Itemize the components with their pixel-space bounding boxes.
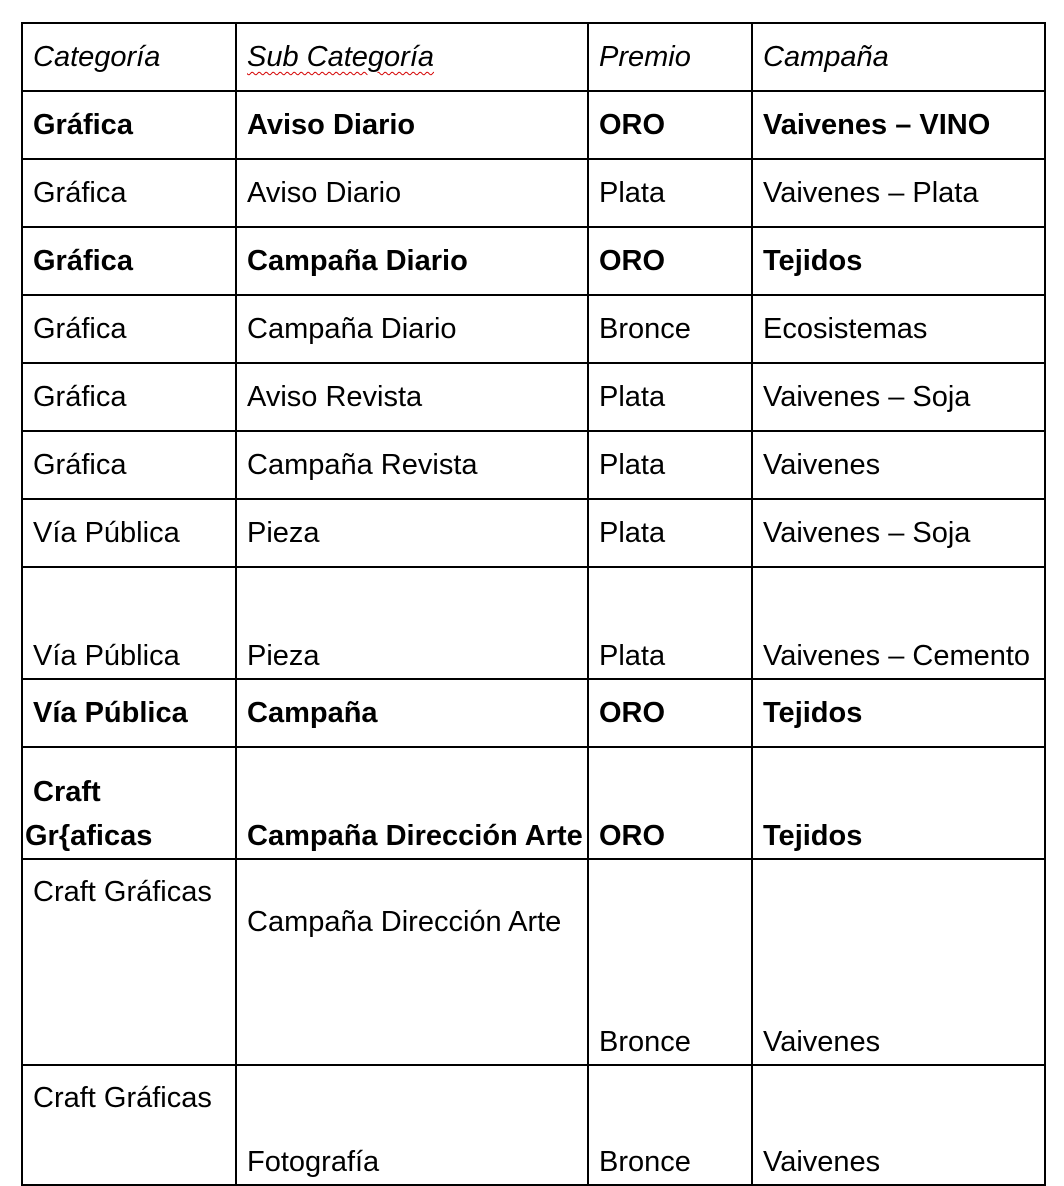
cell-categoria: Gráfica — [22, 363, 236, 431]
cell-premio: ORO — [588, 227, 752, 295]
cell-campana: Tejidos — [752, 227, 1045, 295]
cell-campana: Vaivenes — [752, 1065, 1045, 1185]
table-row — [22, 747, 1045, 859]
cell-sub-categoria: Aviso Diario — [236, 159, 588, 227]
cell-premio: Bronce — [588, 859, 752, 1065]
cell-sub-categoria: Aviso Revista — [236, 363, 588, 431]
table-row — [22, 91, 1045, 159]
table-row — [22, 431, 1045, 499]
table-row — [22, 159, 1045, 227]
cell-campana: Tejidos — [752, 679, 1045, 747]
table-row — [22, 227, 1045, 295]
cell-categoria: Gráfica — [22, 431, 236, 499]
cell-categoria-text: Craft Gr{aficas — [25, 776, 153, 852]
cell-sub-categoria — [236, 859, 588, 1065]
cell-premio: Bronce — [588, 1065, 752, 1185]
cell-premio: ORO — [588, 91, 752, 159]
cell-sub-categoria: Pieza — [236, 499, 588, 567]
table-header-row — [22, 23, 1045, 91]
cell-premio: Plata — [588, 159, 752, 227]
cell-sub-categoria: Fotografía — [236, 1065, 588, 1185]
cell-categoria — [22, 859, 236, 1065]
cell-premio: ORO — [588, 747, 752, 859]
cell-premio: Plata — [588, 431, 752, 499]
cell-campana: Vaivenes — [752, 859, 1045, 1065]
table-row — [22, 567, 1045, 679]
cell-categoria — [22, 1065, 236, 1185]
cell-categoria: Vía Pública — [22, 499, 236, 567]
table-row — [22, 859, 1045, 1065]
cell-categoria: Gráfica — [22, 91, 236, 159]
cell-campana: Tejidos — [752, 747, 1045, 859]
cell-categoria — [22, 747, 236, 859]
cell-premio: Plata — [588, 567, 752, 679]
cell-sub-categoria-text: Campaña Dirección Arte — [247, 906, 562, 938]
cell-campana: Ecosistemas — [752, 295, 1045, 363]
cell-campana: Vaivenes — [752, 431, 1045, 499]
cell-campana: Vaivenes – Soja — [752, 499, 1045, 567]
table-row — [22, 679, 1045, 747]
cell-categoria: Gráfica — [22, 159, 236, 227]
awards-table — [21, 22, 1046, 1186]
table-row — [22, 499, 1045, 567]
cell-premio: ORO — [588, 679, 752, 747]
cell-categoria: Vía Pública — [22, 679, 236, 747]
cell-categoria-text: Craft Gráficas — [33, 1082, 212, 1114]
cell-sub-categoria: Campaña Revista — [236, 431, 588, 499]
cell-sub-categoria: Campaña Diario — [236, 227, 588, 295]
table-row — [22, 295, 1045, 363]
cell-sub-categoria — [236, 747, 588, 859]
table-row — [22, 1065, 1045, 1185]
header-categoria: Categoría — [22, 23, 236, 91]
cell-sub-categoria: Pieza — [236, 567, 588, 679]
cell-campana: Vaivenes – Plata — [752, 159, 1045, 227]
cell-campana: Vaivenes – VINO — [752, 91, 1045, 159]
cell-campana-text: Vaivenes – Cemento — [763, 640, 1031, 672]
cell-sub-categoria: Campaña — [236, 679, 588, 747]
cell-premio: Bronce — [588, 295, 752, 363]
cell-premio: Plata — [588, 363, 752, 431]
cell-categoria: Gráfica — [22, 295, 236, 363]
cell-categoria-text: Craft Gráficas — [33, 876, 212, 908]
header-campana: Campaña — [752, 23, 1045, 91]
cell-premio: Plata — [588, 499, 752, 567]
table-row — [22, 363, 1045, 431]
header-premio: Premio — [588, 23, 752, 91]
cell-campana: Vaivenes – Soja — [752, 363, 1045, 431]
cell-sub-categoria-text: Campaña Dirección Arte — [247, 820, 583, 852]
header-sub-categoria — [236, 23, 588, 91]
cell-campana — [752, 567, 1045, 679]
cell-categoria: Gráfica — [22, 227, 236, 295]
cell-sub-categoria: Aviso Diario — [236, 91, 588, 159]
cell-categoria: Vía Pública — [22, 567, 236, 679]
spellcheck-word: Sub Categoría — [247, 41, 435, 73]
cell-sub-categoria: Campaña Diario — [236, 295, 588, 363]
awards-table-container — [21, 22, 1046, 1186]
